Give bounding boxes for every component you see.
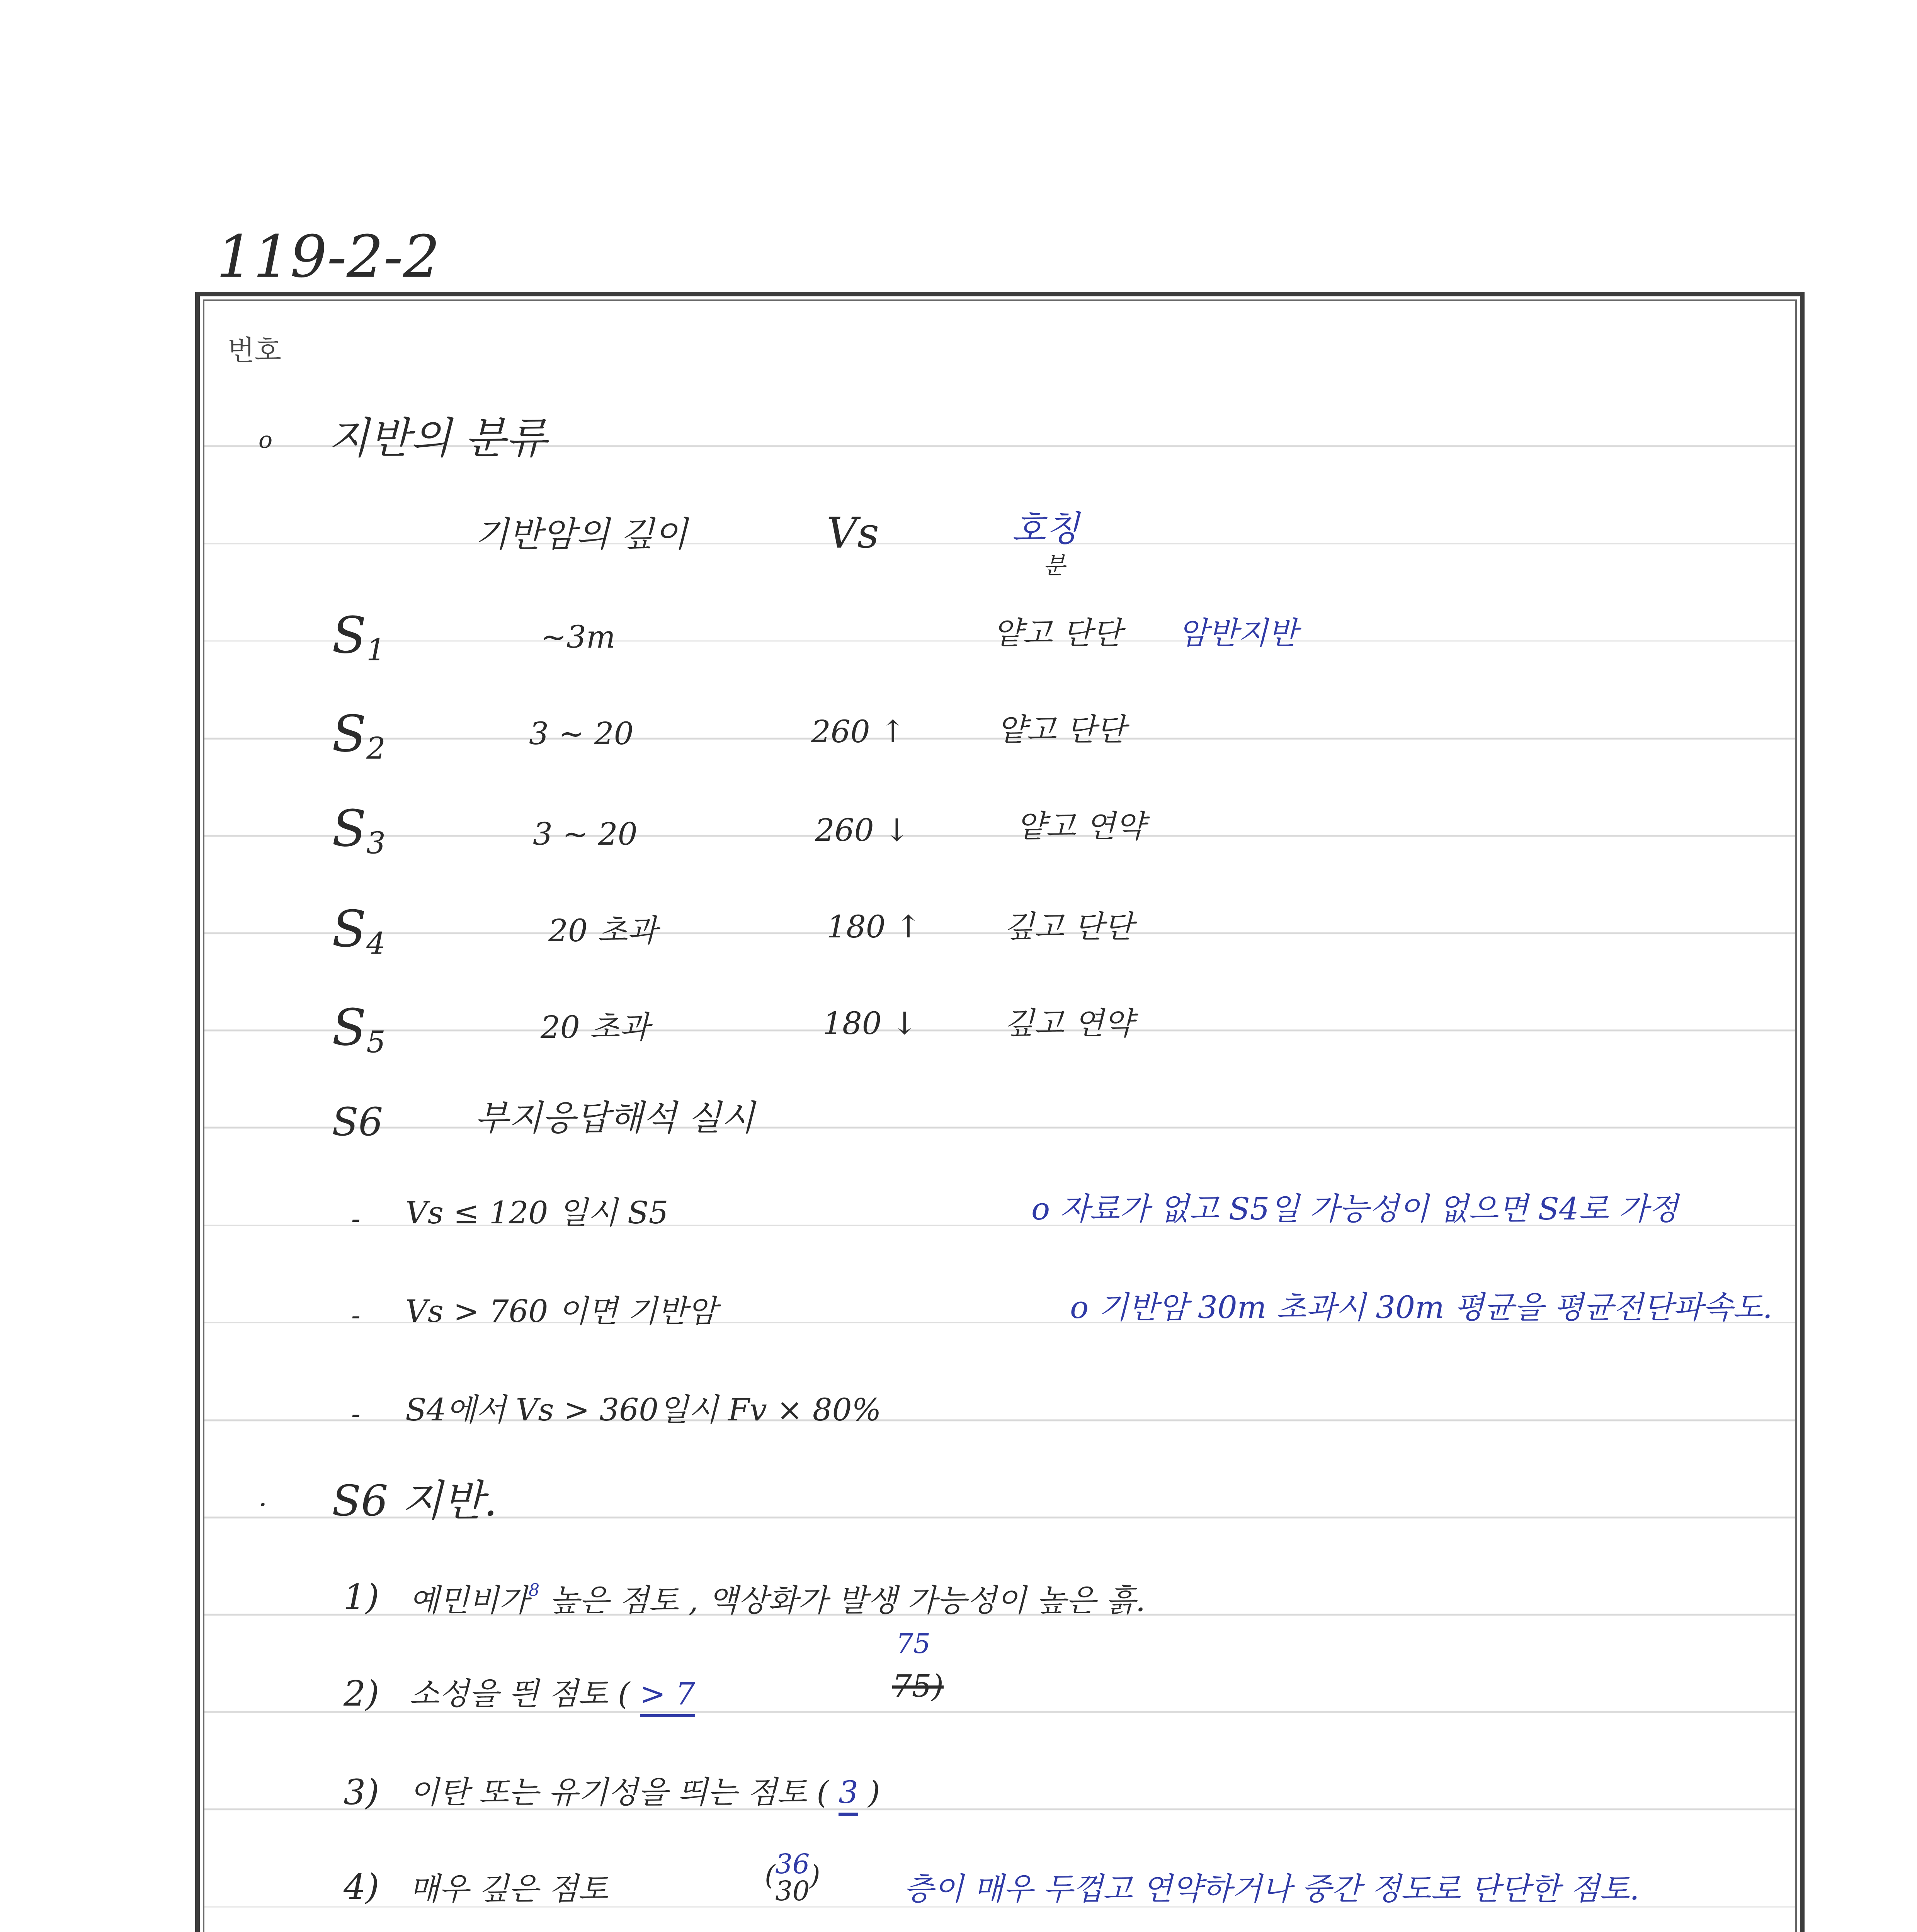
row-depth: 20 초과 <box>548 913 657 949</box>
row-vs: 260 ↓ <box>815 812 910 848</box>
ruled-sheet <box>195 292 1805 1932</box>
col-name-header: 호칭 <box>1012 509 1079 549</box>
row-vs: 260 ↑ <box>811 714 906 750</box>
item-correction: 75 <box>896 1628 931 1660</box>
section2-title: S6 지반. <box>332 1476 497 1526</box>
row-vs: 180 ↓ <box>823 1005 918 1041</box>
row-name: 얕고 단단 <box>997 712 1126 748</box>
item-num: 3) <box>344 1772 379 1813</box>
row-depth: ~3m <box>541 619 616 655</box>
row-code: $S_3$ <box>332 799 386 861</box>
section1-title: 지반의 분류 <box>328 413 547 463</box>
note-aside: o 기반암 30m 초과시 30m 평균을 평균전단파속도. <box>1070 1289 1772 1325</box>
s6-code: S6 <box>332 1099 383 1145</box>
row-depth: 3 ~ 20 <box>529 716 634 752</box>
row-depth: 20 초과 <box>541 1009 650 1045</box>
row-code: $S_1$ <box>332 606 386 668</box>
ruled-lines <box>203 299 1797 1932</box>
row-code: $S_5$ <box>332 998 386 1060</box>
row-depth: 3 ~ 20 <box>533 816 638 852</box>
note-dash: - <box>351 1398 361 1430</box>
note-text: Vs > 760 이면 기반암 <box>405 1293 717 1329</box>
item-text: 소성을 띈 점토 ( > 7 <box>409 1679 695 1709</box>
row-vs: 180 ↑ <box>827 909 922 945</box>
note-text: Vs ≤ 120 일시 S5 <box>405 1195 668 1231</box>
row-code: $S_4$ <box>332 900 386 961</box>
item-num: 2) <box>344 1673 379 1714</box>
col-depth-header: 기반암의 깊이 <box>475 514 688 555</box>
row-name: 얕고 단단 <box>993 615 1122 651</box>
note-text: S4에서 Vs > 360일시 Fv × 80% <box>405 1392 881 1428</box>
item-text: 이탄 또는 유기성을 띄는 점토 ( 3 ) <box>409 1777 880 1808</box>
item-num: 4) <box>344 1867 379 1907</box>
item-struck-value: 75) <box>892 1668 944 1704</box>
item-text: 매우 깊은 점토 <box>409 1871 608 1907</box>
row-name: 깊고 단단 <box>1004 909 1134 945</box>
row-name-note: 암반지반 <box>1178 615 1298 651</box>
item-aside: 층이 매우 두껍고 연약하거나 중간 정도로 단단한 점토. <box>904 1871 1640 1907</box>
item-stack: ( 36 30 ) <box>765 1848 820 1907</box>
sheet-code: 119-2-2 <box>216 223 440 291</box>
item-num: 1) <box>344 1577 379 1617</box>
note-dash: - <box>351 1203 361 1235</box>
col-name-note: 분 <box>1043 552 1065 579</box>
row-name: 얕고 연약 <box>1016 808 1145 844</box>
header-label: 번호 <box>228 335 282 366</box>
section1-bullet: o <box>259 427 273 454</box>
s6-text: 부지응답해석 실시 <box>475 1098 755 1138</box>
section2-bullet: · <box>259 1489 267 1520</box>
note-aside: o 자료가 없고 S5일 가능성이 없으면 S4로 가정 <box>1031 1191 1679 1227</box>
row-code: $S_2$ <box>332 704 386 766</box>
item-text: 예민비가$^8$ 높은 점토 , 액상화가 발생 가능성이 높은 흙. <box>409 1580 1146 1619</box>
row-name: 깊고 연약 <box>1004 1005 1134 1041</box>
note-dash: - <box>351 1299 361 1331</box>
col-vs-header: Vs <box>827 508 879 558</box>
